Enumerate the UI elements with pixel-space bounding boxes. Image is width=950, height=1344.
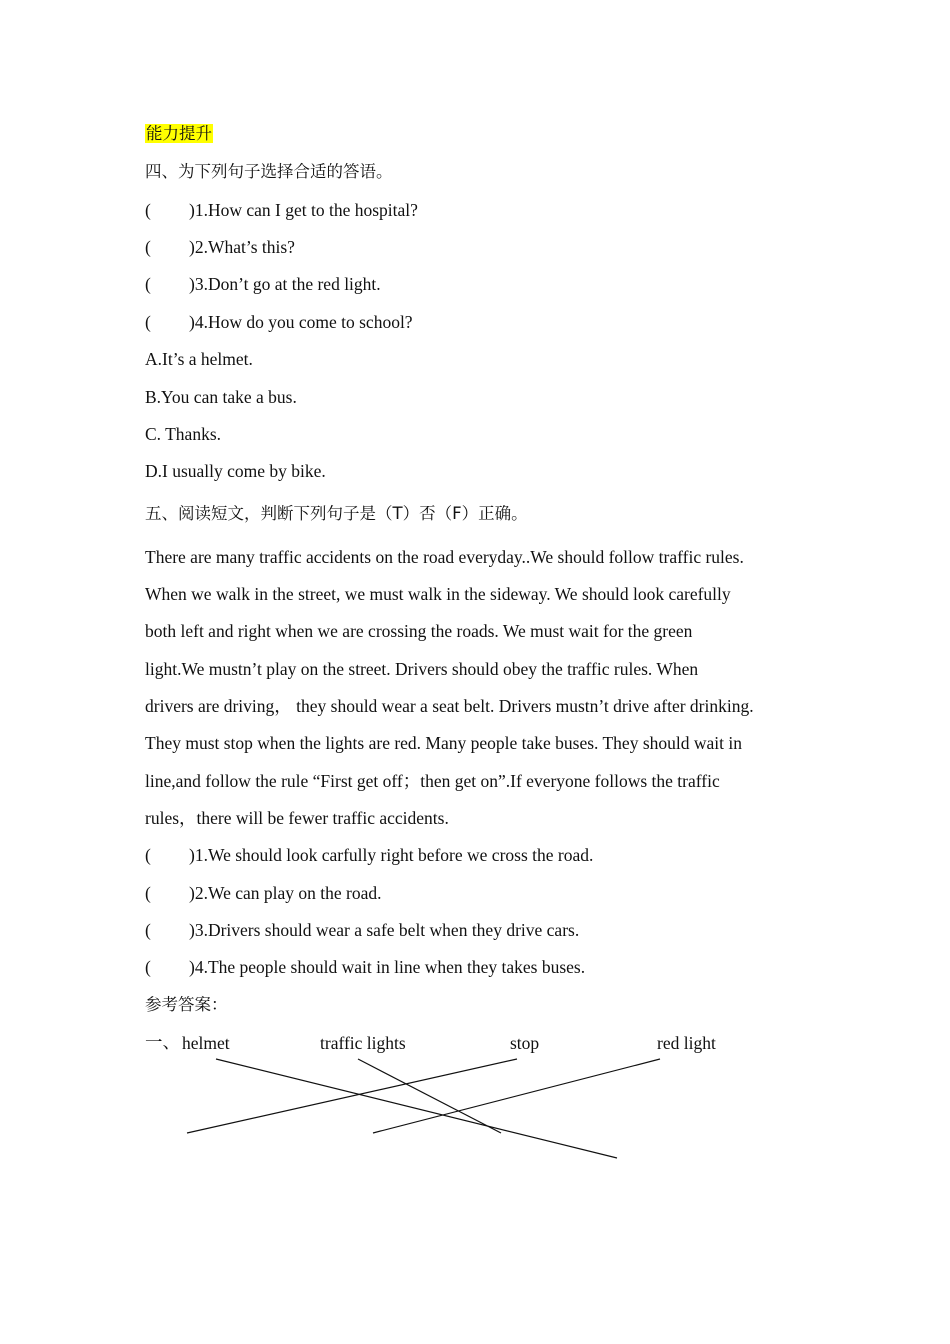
- part4-question-3: ( )3.Don’t go at the red light.: [145, 274, 381, 294]
- part4-option-d: D.I usually come by bike.: [145, 461, 326, 481]
- part5-statement-1: ( )1.We should look carfully right before we cross the road.: [145, 845, 594, 865]
- match-line-red-light: [373, 1059, 660, 1133]
- part5-instruction: 五、阅读短文，判断下列句子是（T）否（F）正确。: [145, 504, 528, 523]
- part4-question-2: ( )2.What’s this?: [145, 237, 295, 257]
- part4-instruction: 四、为下列句子选择合适的答语。: [145, 162, 393, 181]
- passage-line: light.We mustn’t play on the street. Drivers should obey the traffic rules. When: [145, 659, 699, 679]
- part4-question-1: ( )1.How can I get to the hospital?: [145, 200, 418, 220]
- section-title: 能力提升: [146, 124, 212, 143]
- passage-line: They must stop when the lights are red. Many people take buses. They should wait in: [145, 733, 742, 753]
- passage-line: rules，there will be fewer traffic accidents.: [145, 808, 449, 828]
- part4-option-c: C. Thanks.: [145, 424, 221, 444]
- passage-line: drivers are driving， they should wear a seat belt. Drivers mustn’t drive after drinking.: [145, 696, 754, 716]
- part4-question-4: ( )4.How do you come to school?: [145, 312, 413, 332]
- part4-option-a: A.It’s a helmet.: [145, 349, 253, 369]
- part5-statement-2: ( )2.We can play on the road.: [145, 883, 382, 903]
- match-line-helmet: [216, 1059, 617, 1158]
- passage-line: line,and follow the rule “First get off；then get on”.If everyone follows the traffic: [145, 771, 720, 791]
- answers-heading: 参考答案：: [145, 995, 228, 1014]
- part5-statement-3: ( )3.Drivers should wear a safe belt when they drive cars.: [145, 920, 580, 940]
- match-line-traffic-lights: [358, 1059, 501, 1133]
- matching-word-red-light: red light: [657, 1033, 716, 1053]
- matching-word-stop: stop: [510, 1033, 540, 1053]
- matching-word-helmet: helmet: [182, 1033, 230, 1053]
- matching-word-traffic-lights: traffic lights: [320, 1033, 406, 1053]
- passage-line: both left and right when we are crossing the roads. We must wait for the green: [145, 621, 693, 641]
- match-line-stop: [187, 1059, 517, 1133]
- passage-line: When we walk in the street, we must walk in the sideway. We should look carefully: [145, 584, 731, 604]
- passage-line: There are many traffic accidents on the road everyday..We should follow traffic rules.: [145, 547, 744, 567]
- part5-statement-4: ( )4.The people should wait in line when they takes buses.: [145, 957, 586, 977]
- matching-prefix: 一、: [145, 1033, 180, 1053]
- part4-option-b: B.You can take a bus.: [145, 387, 297, 407]
